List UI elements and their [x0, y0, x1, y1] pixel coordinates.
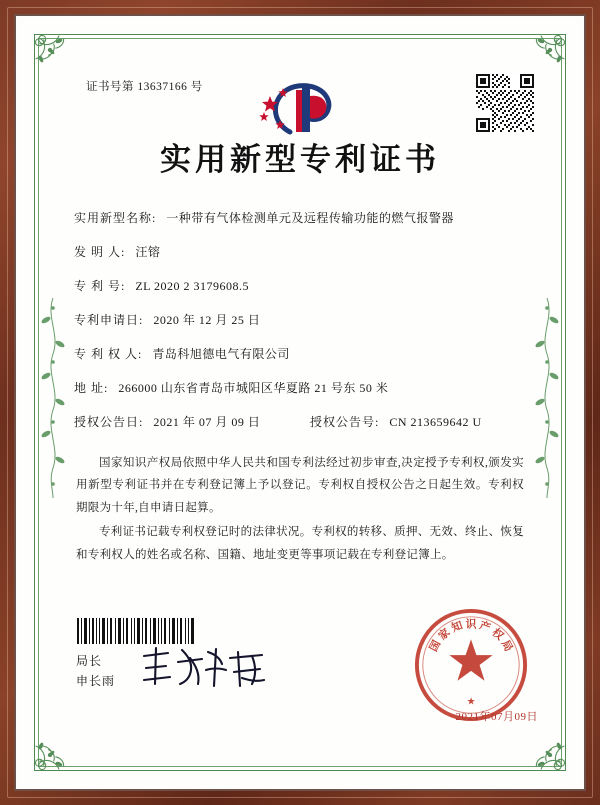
field-label: 专 利 号:: [74, 279, 126, 293]
handwritten-signature-icon: [138, 644, 278, 692]
field-label: 授权公告号:: [310, 415, 380, 429]
field-utility-model-name: [74, 209, 526, 227]
signature-block: [76, 652, 115, 692]
svg-text:识: 识: [465, 617, 477, 631]
corner-ornament-icon: [514, 719, 568, 773]
corner-ornament-icon: [32, 719, 86, 773]
field-value: 2021 年 07 月 09 日: [153, 415, 261, 429]
certificate-content: [64, 78, 536, 568]
field-value: 266000 山东省青岛市城阳区华夏路 21 号东 50 米: [118, 381, 389, 395]
field-value: 青岛科旭德电气有限公司: [152, 347, 290, 361]
office-label: 局长: [76, 654, 103, 668]
field-label: 专利申请日:: [74, 313, 144, 327]
official-seal: [412, 606, 530, 724]
page-title: 实用新型专利证书: [160, 142, 440, 178]
field-value: 一种带有气体检测单元及远程传输功能的燃气报警器: [166, 211, 454, 225]
director-name: 申长雨: [76, 673, 116, 688]
cnipa-emblem-icon: [240, 74, 360, 142]
legal-text: [64, 452, 536, 566]
field-grant-number: [310, 413, 482, 430]
field-value: 2020 年 12 月 25 日: [153, 313, 261, 327]
certificate-number: 证书号第 13637166 号: [86, 81, 203, 93]
field-list: [64, 209, 536, 430]
seal-date: 2021年07月09日: [455, 711, 538, 723]
vine-ornament-icon: [534, 298, 560, 498]
svg-text:局: 局: [498, 637, 516, 654]
svg-text:权: 权: [489, 625, 507, 643]
field-application-date: [74, 311, 526, 329]
svg-text:产: 产: [477, 618, 493, 635]
barcode: [76, 618, 196, 644]
qr-code: [476, 74, 534, 132]
field-address: [74, 379, 526, 397]
field-grant-row: [74, 413, 526, 430]
svg-text:国: 国: [426, 637, 444, 654]
field-inventor: [74, 243, 526, 261]
field-label: 实用新型名称:: [74, 211, 157, 225]
certificate-paper: [18, 18, 582, 787]
field-patentee: [74, 345, 526, 363]
field-grant-date: [74, 413, 310, 430]
svg-text:★: ★: [466, 696, 476, 708]
field-label: 授权公告日:: [74, 415, 144, 429]
field-label: 发 明 人:: [74, 245, 126, 259]
field-value: 汪镕: [135, 245, 161, 259]
legal-paragraph-2: 专利证书记载专利权登记时的法律状况。专利权的转移、质押、无效、终止、恢复和专利权人的姓名或名称、国籍、地址变更等事项记载在专利登记簿上。: [76, 526, 524, 561]
svg-text:家: 家: [435, 625, 453, 643]
field-label: 专 利 权 人:: [74, 347, 143, 361]
svg-text:知: 知: [449, 618, 465, 635]
vine-ornament-icon: [40, 298, 66, 498]
field-patent-number: [74, 277, 526, 295]
field-value: CN 213659642 U: [389, 415, 482, 429]
field-label: 地 址:: [74, 381, 109, 395]
legal-paragraph-1: 国家知识产权局依照中华人民共和国专利法经过初步审查,决定授予专利权,颁发实用新型专利证书并在专利登记簿上予以登记。专利权自授权公告之日起生效。专利权期限为十年,自申请日起算。: [76, 457, 524, 514]
field-value: ZL 2020 2 3179608.5: [135, 279, 250, 293]
